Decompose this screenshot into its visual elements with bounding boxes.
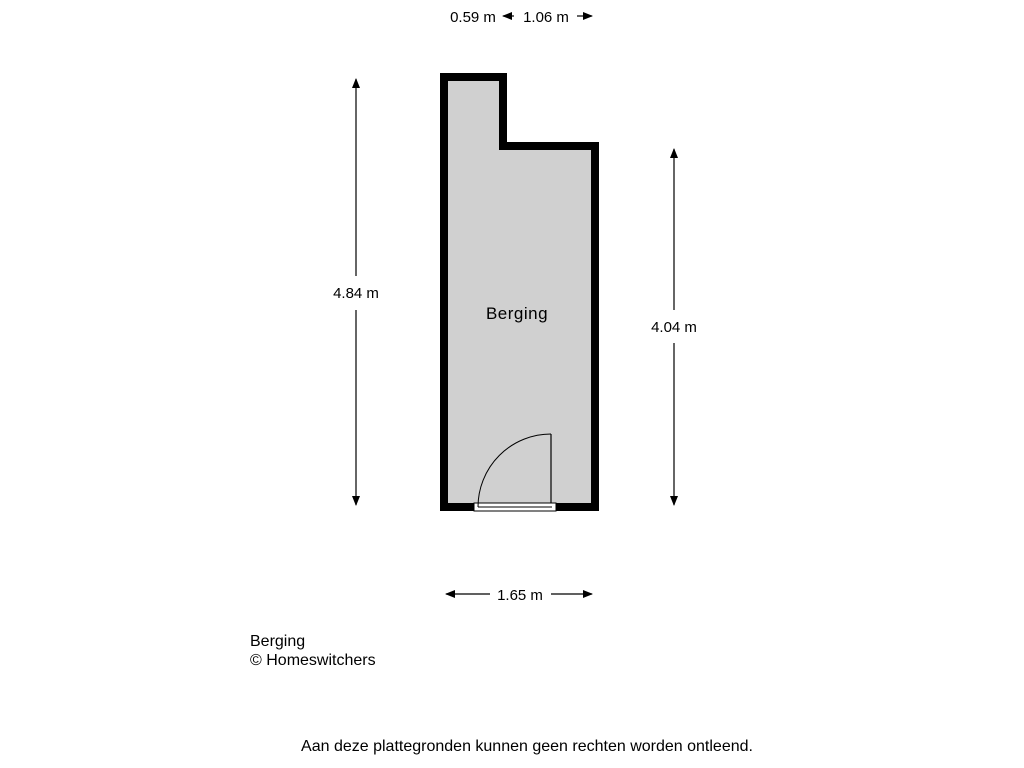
caption-title: Berging [250, 633, 306, 650]
dimension-right-label: 4.04 m [651, 319, 697, 336]
dimension-left-label: 4.84 m [333, 285, 379, 302]
dimension-bottom [446, 587, 592, 604]
door-threshold [474, 503, 556, 511]
dimension-top-right-label: 1.06 m [523, 9, 569, 26]
dimension-top [450, 9, 592, 26]
dimension-bottom-label: 1.65 m [497, 587, 543, 604]
dimension-left [333, 79, 379, 505]
disclaimer-text: Aan deze plattegronden kunnen geen rechten worden ontleend. [301, 738, 753, 755]
room-label: Berging [485, 304, 549, 323]
dimension-top-left-label: 0.59 m [450, 9, 496, 26]
caption-copyright: © Homeswitchers [250, 652, 376, 669]
room-floor [444, 77, 595, 507]
dimension-right [651, 149, 697, 505]
